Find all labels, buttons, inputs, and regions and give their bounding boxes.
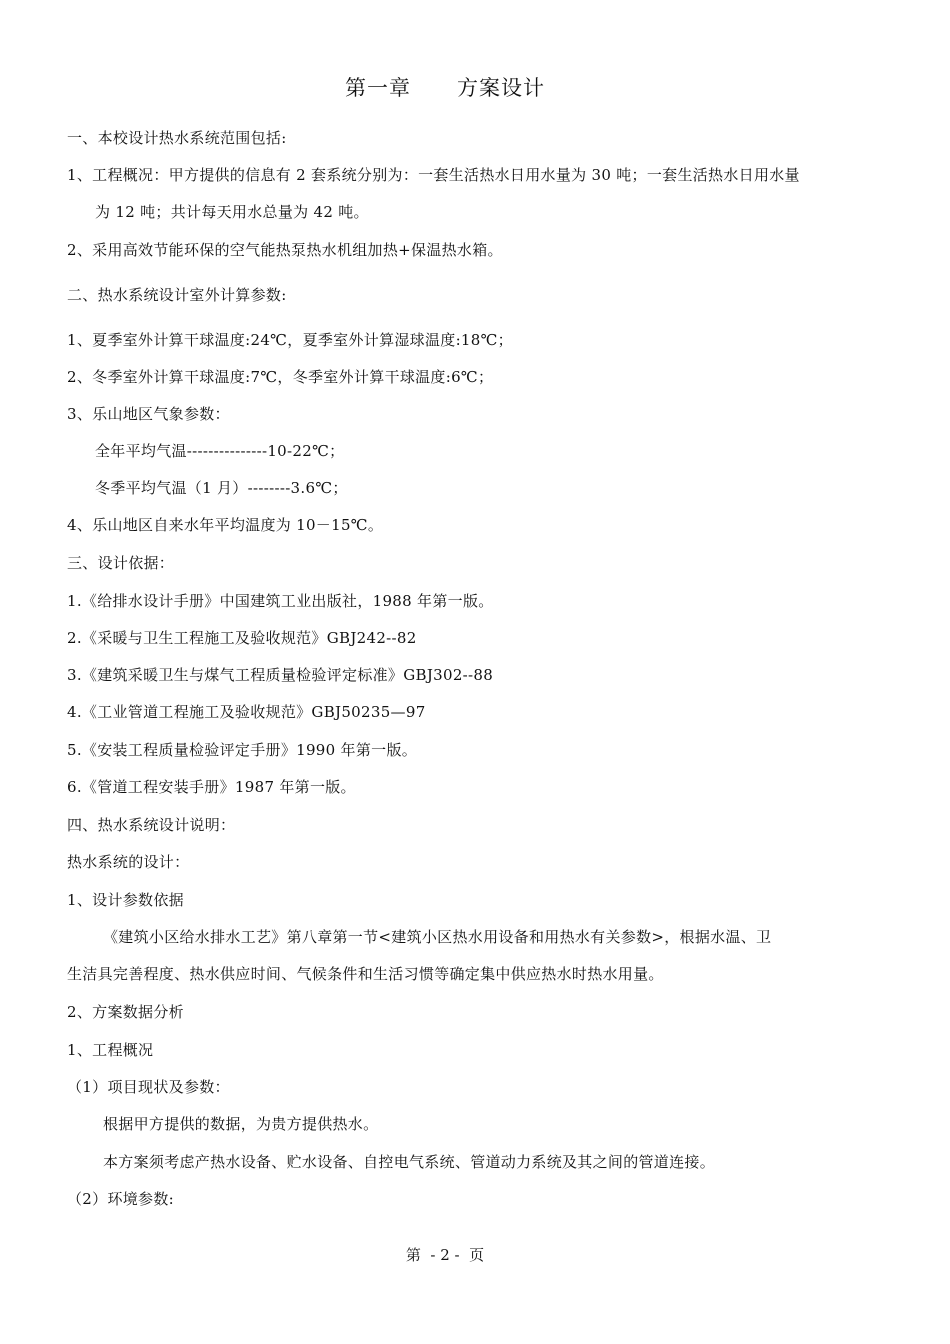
param-tap-water-temp: 4、乐山地区自来水年平均温度为 10－15℃。: [67, 516, 384, 534]
subheading-project-overview: 1、工程概况: [67, 1041, 154, 1059]
param-annual-avg-temp: 全年平均气温---------------10-22℃；: [95, 442, 345, 460]
reference-item-4: 4.《工业管道工程施工及验收规范》GBJ50235—97: [67, 703, 426, 721]
paragraph-design-basis: 《建筑小区给水排水工艺》第八章第一节<建筑小区热水用设备和用热水有关参数>，根据水温、卫: [103, 928, 772, 946]
subheading-design-params: 1、设计参数依据: [67, 891, 184, 909]
paragraph-project-overview-cont: 为 12 吨；共计每天用水总量为 42 吨。: [95, 203, 369, 221]
paragraph-heat-pump: 2、采用高效节能环保的空气能热泵热水机组加热+保温热水箱。: [67, 241, 503, 259]
section-heading-scope: 一、本校设计热水系统范围包括:: [67, 129, 287, 147]
chapter-title: 第一章 方案设计: [344, 76, 546, 100]
subheading-system-design: 热水系统的设计：: [67, 853, 190, 871]
section-heading-design-basis: 三、设计依据：: [67, 554, 175, 572]
param-winter-avg-temp: 冬季平均气温（1 月）--------3.6℃；: [95, 479, 348, 497]
subheading-project-status: （1）项目现状及参数：: [67, 1078, 230, 1096]
paragraph-project-overview: 1、工程概况：甲方提供的信息有 2 套系统分别为：一套生活热水日用水量为 30 吨；一套生活热水日用水量: [67, 166, 800, 184]
section-heading-system-description: 四、热水系统设计说明：: [67, 816, 236, 834]
reference-item-5: 5.《安装工程质量检验评定手册》1990 年第一版。: [67, 741, 418, 759]
page-number: 第 - 2 - 页: [405, 1246, 485, 1264]
param-summer-temp: 1、夏季室外计算干球温度:24℃，夏季室外计算湿球温度:18℃；: [67, 331, 513, 349]
reference-item-3: 3.《建筑采暖卫生与煤气工程质量检验评定标准》GBJ302--88: [67, 666, 494, 684]
subheading-data-analysis: 2、方案数据分析: [67, 1003, 184, 1021]
paragraph-design-basis-cont: 生洁具完善程度、热水供应时间、气候条件和生活习惯等确定集中供应热水时热水用量。: [67, 965, 664, 983]
paragraph-scope-considerations: 本方案须考虑产热水设备、贮水设备、自控电气系统、管道动力系统及其之间的管道连接。: [103, 1153, 716, 1171]
param-leshan-weather: 3、乐山地区气象参数：: [67, 405, 230, 423]
reference-item-2: 2.《采暖与卫生工程施工及验收规范》GBJ242--82: [67, 629, 417, 647]
reference-item-1: 1.《给排水设计手册》中国建筑工业出版社，1988 年第一版。: [67, 592, 494, 610]
section-heading-outdoor-params: 二、热水系统设计室外计算参数:: [67, 286, 287, 304]
subheading-environment-params: （2）环境参数:: [67, 1190, 174, 1208]
reference-item-6: 6.《管道工程安装手册》1987 年第一版。: [67, 778, 356, 796]
param-winter-temp: 2、冬季室外计算干球温度:7℃，冬季室外计算干球温度:6℃；: [67, 368, 494, 386]
paragraph-provide-hot-water: 根据甲方提供的数据，为贵方提供热水。: [103, 1115, 379, 1133]
